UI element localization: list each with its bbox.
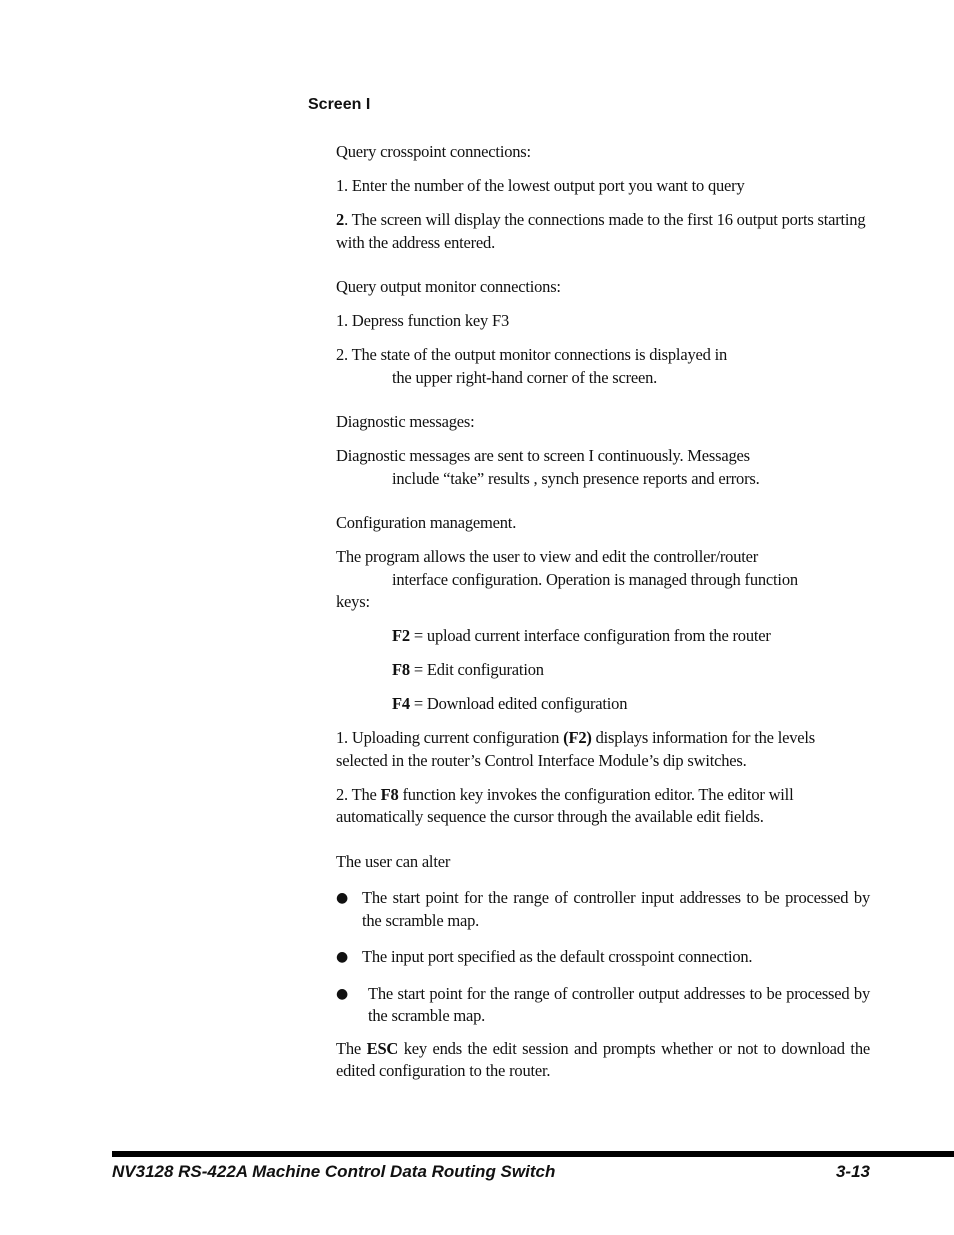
editor-key: F8 bbox=[380, 784, 399, 804]
query-crosspoint-step-2 bbox=[336, 209, 870, 254]
list-item bbox=[336, 946, 870, 969]
function-key-f2 bbox=[336, 625, 870, 648]
config-intro-line-3: keys: bbox=[336, 592, 370, 611]
diagnostic-line-1: Diagnostic messages are sent to screen I continuously. Messages bbox=[336, 446, 750, 465]
footer-rule bbox=[112, 1151, 954, 1157]
key-description: = Download edited configuration bbox=[409, 694, 628, 713]
section-heading: Screen I bbox=[308, 96, 371, 113]
bullet-text: The input port specified as the default crosspoint connection. bbox=[362, 947, 753, 966]
bullet-icon: ● bbox=[336, 985, 349, 1002]
config-intro-line-2: interface configuration. Operation is managed through function bbox=[392, 569, 798, 589]
esc-note bbox=[336, 1038, 870, 1083]
query-crosspoint-step-1: 1. Enter the number of the lowest output port you want to query bbox=[336, 176, 745, 195]
config-intro-line-1: The program allows the user to view and edit the controller/router bbox=[336, 547, 759, 566]
page-number: 3-13 bbox=[835, 1162, 870, 1181]
key-description: = upload current interface configuration from the router bbox=[409, 626, 771, 645]
step-line-1: 2. The state of the output monitor connections is displayed in bbox=[336, 345, 728, 364]
key-label: F4 bbox=[392, 694, 410, 713]
upload-text-post: displays information for the levels selected in the router’s Control Interface Module’s dip switches. bbox=[336, 728, 815, 770]
editor-step bbox=[336, 784, 870, 829]
key-label: F2 bbox=[392, 626, 410, 645]
step-text: . The screen will display the connections made to the first 16 output ports starting with the address entered. bbox=[336, 210, 866, 252]
bullet-icon: ● bbox=[336, 949, 349, 965]
step-number: 2 bbox=[336, 210, 345, 229]
key-description: = Edit configuration bbox=[409, 660, 544, 679]
footer-title: NV3128 RS-422A Machine Control Data Routing Switch bbox=[112, 1162, 556, 1181]
query-monitor-step-1: 1. Depress function key F3 bbox=[336, 311, 510, 330]
upload-config-step bbox=[336, 727, 870, 772]
bullet-text: The start point for the range of controller output addresses to be processed by the scramble map. bbox=[368, 983, 870, 1025]
list-item bbox=[336, 983, 870, 1028]
bullet-icon: ● bbox=[336, 890, 349, 906]
diagnostic-line-2: include “take” results , synch presence reports and errors. bbox=[392, 468, 760, 488]
esc-text-post: key ends the edit session and prompts whether or not to download the edited configuration to the router. bbox=[336, 1038, 870, 1080]
key-label: F8 bbox=[392, 660, 410, 679]
bullet-text: The start point for the range of controller input addresses to be processed by the scramble map. bbox=[362, 888, 870, 930]
function-key-f4 bbox=[336, 693, 870, 716]
upload-key: (F2) bbox=[563, 728, 592, 747]
esc-key: ESC bbox=[366, 1038, 399, 1058]
function-key-f8 bbox=[336, 659, 870, 682]
list-item bbox=[336, 887, 870, 932]
editor-text-pre: 2. The bbox=[336, 784, 381, 804]
query-monitor-title: Query output monitor connections: bbox=[336, 277, 561, 296]
editor-text-post: function key invokes the configuration editor. The editor will automatically sequence the cursor through the available edit fields. bbox=[336, 784, 794, 826]
step-line-2: the upper right-hand corner of the screen. bbox=[392, 367, 658, 387]
config-intro bbox=[336, 546, 870, 614]
upload-text-pre: 1. Uploading current configuration bbox=[336, 728, 564, 747]
diagnostic-text bbox=[336, 445, 870, 490]
alter-title: The user can alter bbox=[336, 851, 451, 871]
esc-text-pre: The bbox=[336, 1038, 367, 1058]
alter-bullet-list bbox=[336, 887, 870, 1028]
diagnostic-title: Diagnostic messages: bbox=[336, 412, 475, 431]
query-crosspoint-title: Query crosspoint connections: bbox=[336, 142, 531, 161]
main-content bbox=[336, 141, 870, 1094]
query-monitor-step-2 bbox=[336, 344, 870, 389]
config-title: Configuration management. bbox=[336, 513, 517, 532]
